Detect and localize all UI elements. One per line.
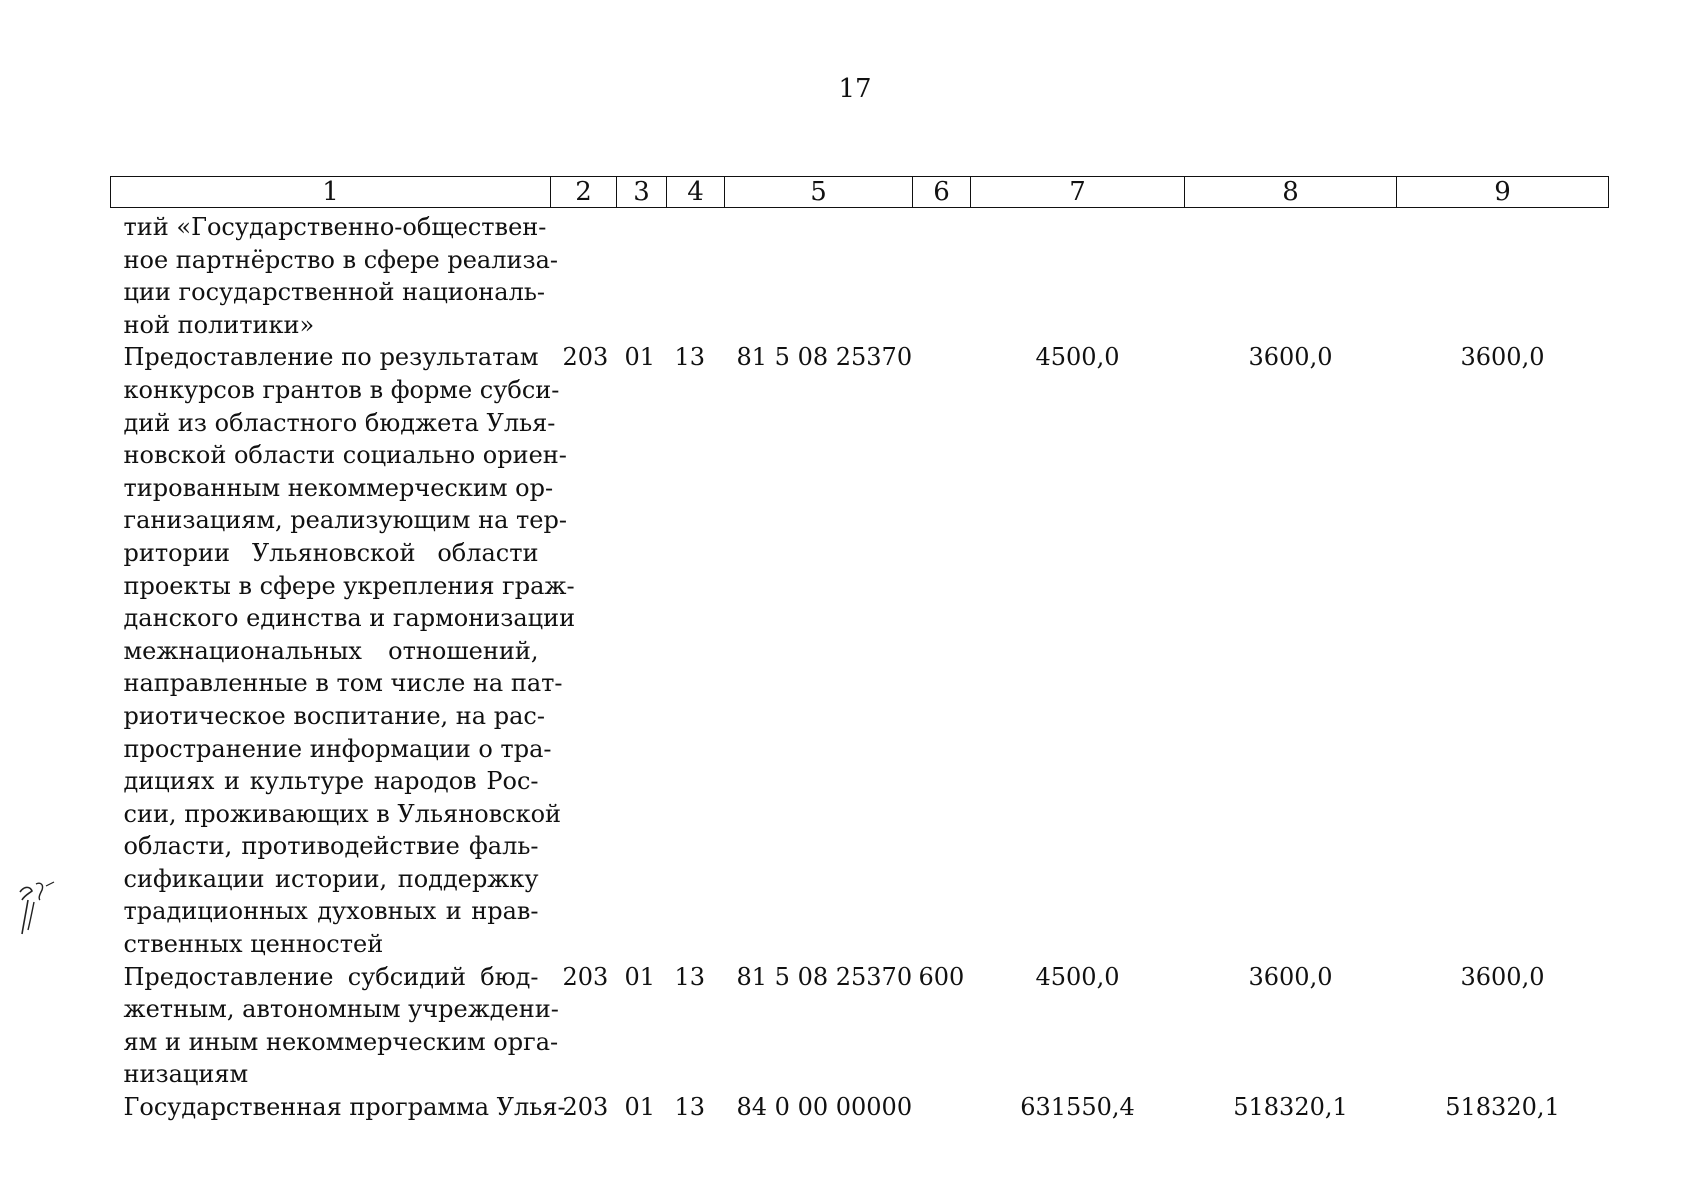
cell-subsection: 13 — [674, 1093, 706, 1122]
table-body — [111, 208, 1609, 1124]
row-name-line: ганизациям, реализующим на тер- — [123, 506, 567, 535]
header-col-7: 7 — [971, 177, 1185, 208]
cell-expense-type — [913, 1091, 971, 1124]
row-name-line: данского единства и гармонизации — [123, 604, 576, 633]
row-name-line: Предоставление по результатам — [123, 343, 539, 372]
cell-expense-type — [913, 341, 971, 960]
header-col-8: 8 — [1185, 177, 1397, 208]
cell-expense-type: 600 — [918, 962, 965, 991]
header-col-5: 5 — [725, 177, 913, 208]
cell-chapter: 01 — [624, 343, 656, 372]
cell-amount-9: 3600,0 — [1460, 962, 1545, 991]
cell-chapter: 01 — [624, 962, 656, 991]
budget-table-wrapper — [110, 176, 1608, 1124]
cell-target-code: 84 0 00 00000 — [736, 1093, 913, 1122]
row-name-line: направленные в том числе на пат- — [123, 669, 563, 698]
row-name-line: ции государственной националь- — [123, 278, 545, 307]
header-col-4: 4 — [667, 177, 725, 208]
row-name-line: низациям — [123, 1060, 249, 1089]
row-name-line: жетным, автономным учреждени- — [123, 995, 559, 1024]
row-name-line: ритории Ульяновской области — [123, 538, 539, 567]
row-name-line: области, противодействие фаль- — [123, 832, 539, 861]
cell-chapter — [617, 208, 667, 342]
header-col-2: 2 — [551, 177, 617, 208]
header-col-3: 3 — [617, 177, 667, 208]
cell-section — [551, 208, 617, 342]
row-name — [111, 341, 576, 960]
row-name-line: ной политики» — [123, 310, 315, 339]
row-name — [111, 961, 559, 1091]
row-name-line: пространение информации о тра- — [123, 734, 552, 763]
table-header — [111, 177, 1609, 208]
row-name-line: тий «Государственно-обществен- — [123, 213, 547, 241]
row-name — [111, 208, 558, 342]
cell-subsection: 13 — [674, 343, 706, 372]
row-name-line: новской области социально ориен- — [123, 441, 567, 470]
cell-target-code: 81 5 08 25370 — [736, 962, 913, 991]
table-row — [111, 208, 1609, 342]
cell-amount-7: 631550,4 — [1020, 1093, 1135, 1122]
page-number: 17 — [838, 74, 872, 104]
cell-amount-8: 518320,1 — [1233, 1093, 1348, 1122]
cell-amount-9: 3600,0 — [1460, 343, 1545, 372]
table-row — [111, 341, 1609, 960]
cell-amount-9: 518320,1 — [1445, 1093, 1560, 1122]
row-name-line: конкурсов грантов в форме субси- — [123, 375, 560, 404]
budget-table — [110, 176, 1609, 1124]
cell-amount-7: 4500,0 — [1035, 962, 1120, 991]
header-col-9: 9 — [1397, 177, 1609, 208]
cell-expense-type — [913, 208, 971, 342]
row-name-line: сии, проживающих в Ульяновской — [123, 799, 562, 828]
row-name — [111, 1091, 566, 1124]
row-name-line: сификации истории, поддержку — [123, 864, 539, 893]
row-name-line: дициях и культуре народов Рос- — [123, 767, 539, 796]
cell-amount-9 — [1397, 208, 1609, 342]
handwritten-margin-mark — [14, 878, 64, 938]
row-name-line: проекты в сфере укрепления граж- — [123, 571, 575, 600]
cell-target-code — [725, 208, 913, 342]
row-name-line: дий из областного бюджета Улья- — [123, 408, 556, 437]
row-name-line: ственных ценностей — [123, 930, 384, 959]
row-name-line: межнациональных отношений, — [123, 636, 539, 665]
header-col-6: 6 — [913, 177, 971, 208]
header-row — [111, 177, 1609, 208]
cell-amount-7 — [971, 208, 1185, 342]
cell-amount-8 — [1185, 208, 1397, 342]
row-name-line: ное партнёрство в сфере реализа- — [123, 245, 558, 274]
header-col-1: 1 — [111, 177, 551, 208]
cell-amount-8: 3600,0 — [1248, 962, 1333, 991]
row-name-line: Государственная программа Улья- — [123, 1093, 566, 1122]
table-row — [111, 961, 1609, 1091]
cell-subsection: 13 — [674, 962, 706, 991]
table-row — [111, 1091, 1609, 1124]
row-name-line: Предоставление субсидий бюд- — [123, 962, 539, 991]
cell-section: 203 — [562, 1093, 609, 1122]
cell-amount-7: 4500,0 — [1035, 343, 1120, 372]
row-name-line: риотическое воспитание, на рас- — [123, 701, 545, 730]
cell-subsection — [667, 208, 725, 342]
cell-section: 203 — [562, 343, 609, 372]
cell-amount-8: 3600,0 — [1248, 343, 1333, 372]
row-name-line: традиционных духовных и нрав- — [123, 897, 539, 926]
cell-chapter: 01 — [624, 1093, 656, 1122]
row-name-line: тированным некоммерческим ор- — [123, 473, 554, 502]
row-name-line: ям и иным некоммерческим орга- — [123, 1027, 559, 1056]
cell-section: 203 — [562, 962, 609, 991]
cell-target-code: 81 5 08 25370 — [736, 343, 913, 372]
